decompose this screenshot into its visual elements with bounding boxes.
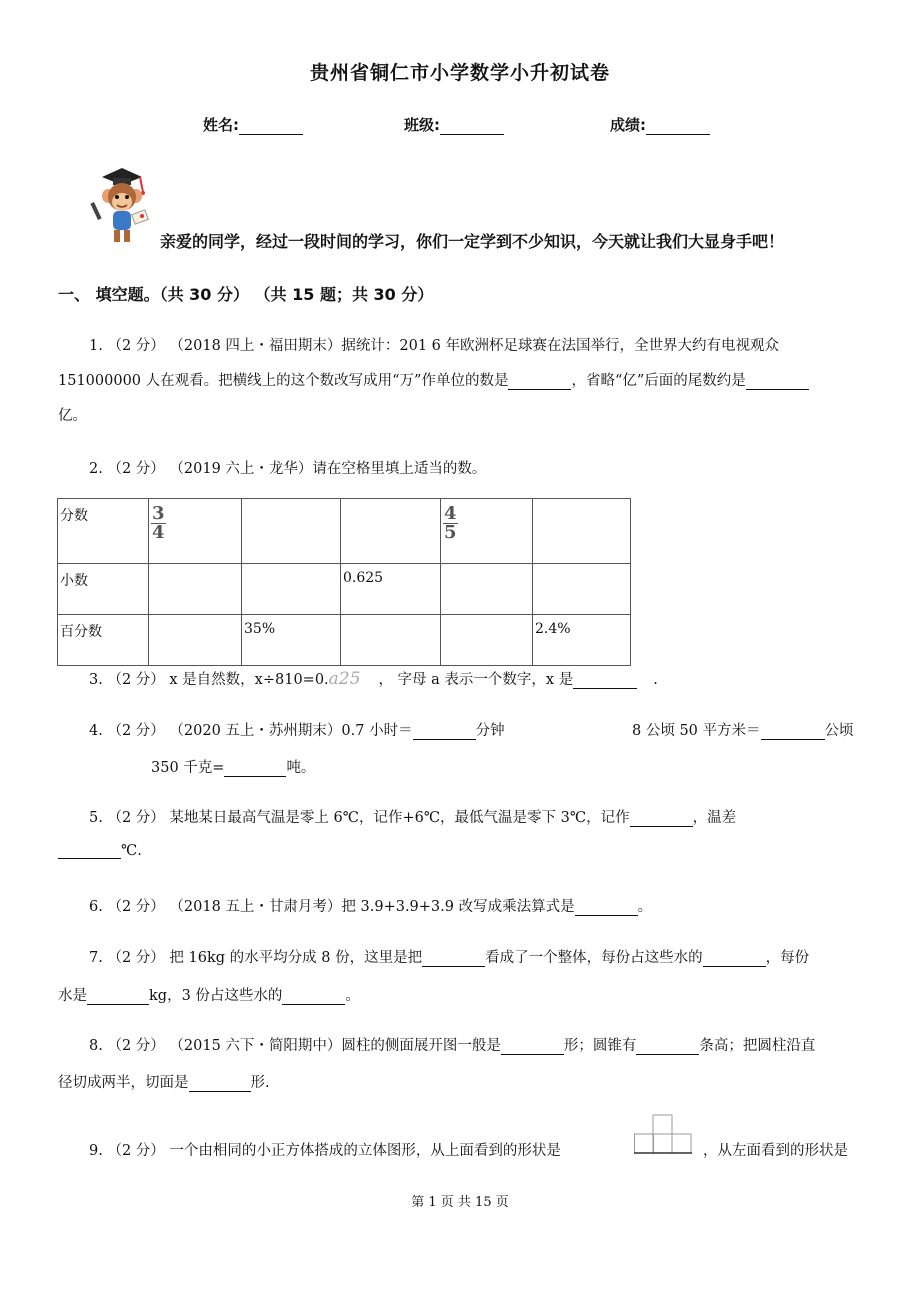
question-6-text-b: 。 <box>637 899 653 915</box>
name-field[interactable] <box>203 114 303 135</box>
q7-blank-1[interactable] <box>422 952 485 967</box>
question-7-line-1 <box>89 946 809 967</box>
score-label: 成绩: <box>610 116 646 134</box>
q5-blank-2[interactable] <box>58 844 121 859</box>
question-5-text-a: 5. （2 分） 某地某日最高气温是零上 6℃，记作+6℃，最低气温是零下 3℃，记作 <box>89 810 630 826</box>
fraction-3-4-numerator: 3 <box>152 503 165 524</box>
q5-blank-1[interactable] <box>630 812 693 827</box>
cell-decimal-3: 0.625 <box>341 564 441 615</box>
question-7-text-a: 7. （2 分） 把 16kg 的水平均分成 8 份，这里是把 <box>89 950 423 966</box>
cell-fraction-3[interactable] <box>341 499 441 564</box>
cell-percent-2: 35% <box>242 615 341 666</box>
q8-blank-1[interactable] <box>501 1040 564 1055</box>
question-4-text-d: 公顷 <box>824 723 854 739</box>
cell-fraction-1 <box>149 499 242 564</box>
question-7-line-2 <box>58 984 360 1005</box>
greeting-text: 亲爱的同学，经过一段时间的学习，你们一定学到不少知识，今天就让我们大显身手吧！ <box>160 232 785 251</box>
question-1-text-a: 151000000 人在观看。把横线上的这个数改写成用“万”作单位的数是 <box>58 373 509 389</box>
question-8-text-d: 径切成两半，切面是 <box>58 1075 189 1091</box>
name-blank[interactable] <box>239 118 303 135</box>
question-7-text-d: 水是 <box>58 988 87 1004</box>
q4-blank-1[interactable] <box>413 725 476 740</box>
cell-decimal-1[interactable] <box>149 564 242 615</box>
question-5-text-b: ，温差 <box>692 810 737 826</box>
question-8-line-1 <box>89 1034 815 1055</box>
question-6-text-a: 6. （2 分） （2018 五上・甘肃月考）把 3.9+3.9+3.9 改写成乘法算式是 <box>89 899 575 915</box>
cell-percent-5: 2.4% <box>533 615 631 666</box>
q7-blank-3[interactable] <box>87 990 149 1005</box>
question-4-text-f: 吨。 <box>286 760 316 776</box>
question-7-text-f: 。 <box>345 988 360 1004</box>
q7-blank-2[interactable] <box>703 952 766 967</box>
cell-percent-3[interactable] <box>341 615 441 666</box>
cell-fraction-2[interactable] <box>242 499 341 564</box>
score-field[interactable] <box>610 114 710 135</box>
question-3-text-c: . <box>653 672 658 688</box>
question-4-part-3 <box>151 756 315 777</box>
question-3-text-a: 3. （2 分） x 是自然数，x÷810=0. <box>89 672 329 688</box>
class-label: 班级: <box>404 116 440 134</box>
question-1-line-2 <box>58 369 809 390</box>
question-4-text-e: 350 千克= <box>151 760 225 776</box>
question-8-text-b: 形；圆锥有 <box>563 1038 637 1054</box>
q1-blank-1[interactable] <box>508 375 571 390</box>
top-view-shape-icon <box>634 1112 692 1156</box>
repeating-decimal-glyph: a25 <box>328 669 361 689</box>
page-footer: 第 1 页 共 15 页 <box>411 1195 509 1210</box>
cell-fraction-4 <box>441 499 533 564</box>
score-blank[interactable] <box>646 118 710 135</box>
fraction-3-4-denominator: 4 <box>152 522 165 543</box>
question-2-text: 2. （2 分） （2019 六上・龙华）请在空格里填上适当的数。 <box>89 461 487 477</box>
question-1-text-b: ，省略“亿”后面的尾数约是 <box>571 373 746 389</box>
table-row-percent <box>58 615 631 666</box>
question-1-line-1: 1. （2 分） （2018 四上・福田期末）据统计：201 6 年欧洲杯足球赛在法国举行，全世界大约有电视观众 <box>89 338 780 354</box>
question-9-text-a: 9. （2 分） 一个由相同的小正方体搭成的立体图形，从上面看到的形状是 <box>89 1143 561 1159</box>
question-4-text-c: 8 公顷 50 平方米＝ <box>632 723 761 739</box>
q4-blank-2[interactable] <box>761 725 825 740</box>
question-4-part-2 <box>632 719 854 740</box>
question-4-text-a: 4. （2 分） （2020 五上・苏州期末）0.7 小时＝ <box>89 723 413 739</box>
cell-decimal-4[interactable] <box>441 564 533 615</box>
cell-fraction-5[interactable] <box>533 499 631 564</box>
cell-decimal-5[interactable] <box>533 564 631 615</box>
q1-blank-2[interactable] <box>746 375 809 390</box>
mascot-icon <box>86 164 154 246</box>
question-3-text-b: ， 字母 a 表示一个数字，x 是 <box>378 672 574 688</box>
question-8-text-e: 形. <box>250 1075 270 1091</box>
row-label-fraction: 分数 <box>58 499 149 564</box>
class-field[interactable] <box>404 114 504 135</box>
table-row-decimal <box>58 564 631 615</box>
q8-blank-2[interactable] <box>636 1040 699 1055</box>
question-4-text-b: 分钟 <box>475 723 505 739</box>
cell-percent-1[interactable] <box>149 615 242 666</box>
question-9-text-b: ，从左面看到的形状是 <box>703 1143 848 1159</box>
question-4-part-1 <box>89 719 505 740</box>
class-blank[interactable] <box>440 118 504 135</box>
cell-decimal-2[interactable] <box>242 564 341 615</box>
fraction-4-5-numerator: 4 <box>444 503 457 524</box>
name-label: 姓名: <box>203 116 239 134</box>
section-heading-fill-blank: 一、 填空题。（共 30 分） （共 15 题；共 30 分） <box>58 285 434 304</box>
question-8-text-c: 条高；把圆柱沿直 <box>699 1038 816 1054</box>
question-7-text-b: 看成了一个整体，每份占这些水的 <box>485 950 703 966</box>
fraction-4-5-denominator: 5 <box>444 522 457 543</box>
question-5-line-1 <box>89 806 736 827</box>
q6-blank[interactable] <box>575 901 638 916</box>
row-label-decimal: 小数 <box>58 564 149 615</box>
question-8-line-2 <box>58 1071 270 1092</box>
question-1-line-3: 亿。 <box>58 408 87 424</box>
q3-blank[interactable] <box>573 674 637 689</box>
q8-blank-3[interactable] <box>189 1077 251 1092</box>
question-7-text-e: kg，3 份占这些水的 <box>149 988 283 1004</box>
q4-blank-3[interactable] <box>224 762 286 777</box>
cell-percent-4[interactable] <box>441 615 533 666</box>
table-row-fraction <box>58 499 631 564</box>
question-6 <box>89 895 652 916</box>
question-5-line-2 <box>58 843 142 859</box>
row-label-percent: 百分数 <box>58 615 149 666</box>
fraction-4-5 <box>443 505 458 542</box>
q7-blank-4[interactable] <box>282 990 345 1005</box>
question-5-text-c: ℃. <box>121 843 142 859</box>
question-8-text-a: 8. （2 分） （2015 六下・简阳期中）圆柱的侧面展开图一般是 <box>89 1038 501 1054</box>
question-7-text-c: ，每份 <box>765 950 810 966</box>
page-title: 贵州省铜仁市小学数学小升初试卷 <box>309 62 610 84</box>
question-3 <box>89 668 658 689</box>
fraction-3-4 <box>151 505 166 542</box>
fraction-conversion-table <box>57 498 631 666</box>
